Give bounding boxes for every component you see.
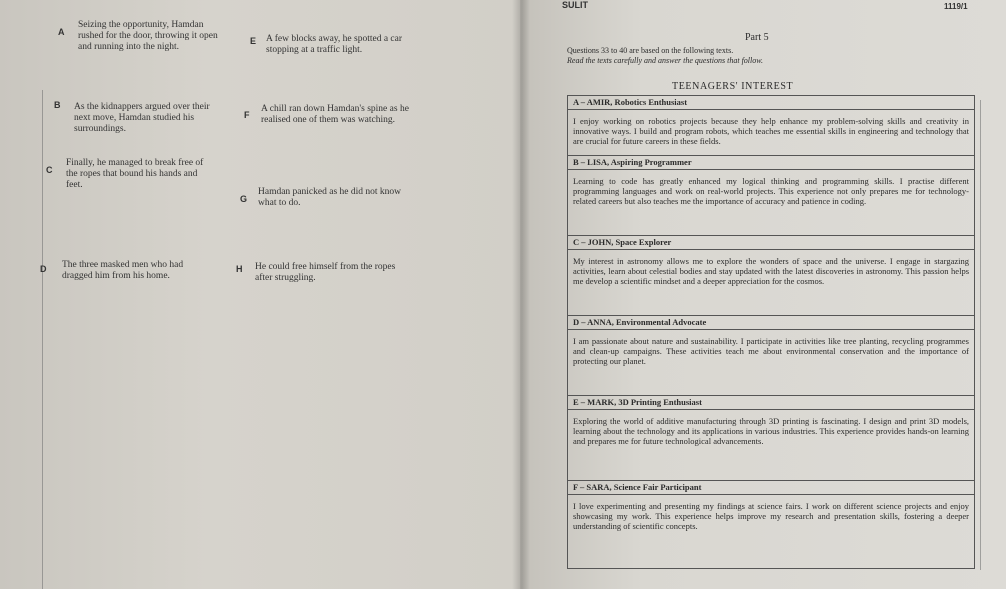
entry-box-f [567, 480, 975, 569]
entry-heading: A – AMIR, Robotics Enthusiast [568, 96, 974, 110]
entry-body: I enjoy working on robotics projects because they help enhance my problem-solving skills and creativity in innovative ways. I build and program robots, which teaches me essential skills in engineering and technology that are crucial for future careers in these fields. [573, 116, 969, 146]
entry-heading: D – ANNA, Environmental Advocate [568, 316, 974, 330]
entry-heading: E – MARK, 3D Printing Enthusiast [568, 396, 974, 410]
option-letter: D [40, 264, 47, 274]
entry-body: I am passionate about nature and sustainability. I participate in activities like tree planting, recycling programmes and clean-up campaigns. These activities teach me about environmental conservation and the importance of protecting our planet. [573, 336, 969, 366]
entry-heading: B – LISA, Aspiring Programmer [568, 156, 974, 170]
option-text: A chill ran down Hamdan's spine as he realised one of them was watching. [261, 104, 409, 125]
header-sulit: SULIT [562, 0, 588, 10]
option-text: He could free himself from the ropes after struggling. [255, 262, 396, 283]
part-heading: Part 5 [745, 32, 769, 43]
option-letter: F [244, 110, 250, 120]
entry-box-d [567, 315, 975, 396]
page-fold [512, 0, 530, 589]
option-text: A few blocks away, he spotted a car stopping at a traffic light. [266, 34, 403, 55]
entry-body: Exploring the world of additive manufacturing through 3D printing is fascinating. I design and print 3D models, learning about the technology and its applications in various industries. This experience provides hands-on learning and prepares me for future technological advancements. [573, 416, 969, 446]
section-title: TEENAGERS' INTEREST [672, 81, 794, 92]
entry-box-e [567, 395, 975, 481]
option-text: Finally, he managed to break free of the ropes that bound his hands and feet. [66, 158, 204, 190]
option-text: Hamdan panicked as he did not know what to do. [258, 187, 401, 208]
option-letter: E [250, 36, 257, 46]
option-text: Seizing the opportunity, Hamdan rushed for the door, throwing it open and running into the night. [78, 20, 218, 52]
questions-instruction: Read the texts carefully and answer the questions that follow. [567, 56, 763, 65]
option-text: The three masked men who had dragged him from his home. [62, 260, 184, 281]
entry-box-c [567, 235, 975, 316]
entry-body: My interest in astronomy allows me to explore the wonders of space and the universe. I engage in stargazing activities, learn about celestial bodies and stay updated with the latest discoveries in astronomy. This passion helps me develop a scientific mindset and a deeper appreciation for the cosmos. [573, 256, 969, 286]
option-letter: C [46, 165, 53, 175]
option-letter: A [58, 27, 65, 37]
entry-heading: F – SARA, Science Fair Participant [568, 481, 974, 495]
entry-box-b [567, 155, 975, 236]
entry-heading: C – JOHN, Space Explorer [568, 236, 974, 250]
option-text: As the kidnappers argued over their next move, Hamdan studied his surroundings. [74, 102, 210, 134]
questions-title: Questions 33 to 40 are based on the following texts. [567, 46, 734, 55]
entry-box-a [567, 95, 975, 156]
margin-line [42, 90, 43, 589]
entry-body: I love experimenting and presenting my findings at science fairs. I work on different science projects and enjoy showcasing my work. This experience helps improve my research and presentation skills, fostering a deeper understanding of scientific concepts. [573, 501, 969, 531]
option-letter: B [54, 100, 61, 110]
header-code: 1119/1 [944, 2, 968, 11]
entry-body: Learning to code has greatly enhanced my logical thinking and programming skills. I practise different programming languages and work on real-world projects. This experience not only prepares me for technology-related careers but also teaches me the importance of accuracy and patience in coding. [573, 176, 969, 206]
option-letter: H [236, 264, 243, 274]
option-letter: G [240, 194, 248, 204]
margin-line [980, 100, 981, 570]
